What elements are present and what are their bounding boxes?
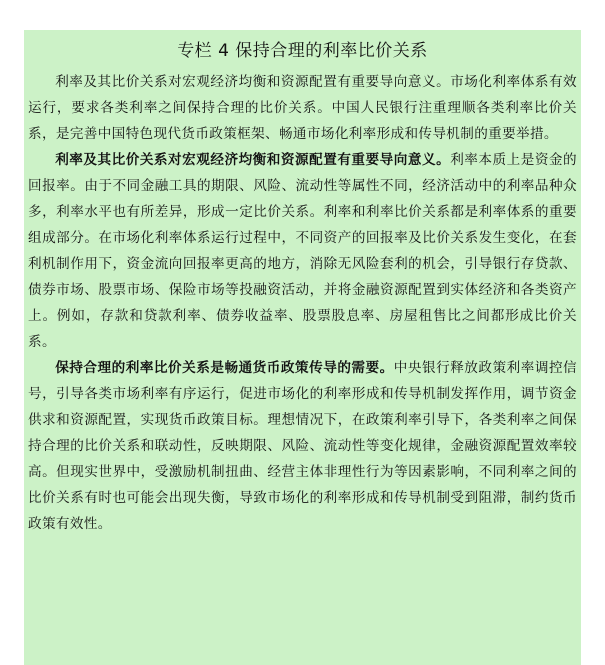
paragraph-intro (28, 69, 577, 147)
paragraph-transmission-text: 中央银行释放政策利率调控信号，引导各类市场利率有序运行，促进市场化的利率形成和传导机制发挥作用，调节资金供求和资源配置，实现货币政策目标。理想情况下，在政策利率引导下，各类利率之间保持合理的比价关系和联动性，反映期限、风险、流动性等变化规律，金融资源配置效率较高。但现实世界中，受激励机制扭曲、经营主体非理性行为等因素影响，不同利率之间的比价关系有时也可能会出现失衡，导致市场化的利率形成和传导机制受到阻滞，制约货币政策有效性。 (28, 360, 577, 532)
paragraph-transmission (28, 355, 577, 537)
column-box (24, 30, 581, 665)
paragraph-intro-text: 利率及其比价关系对宏观经济均衡和资源配置有重要导向意义。市场化利率体系有效运行，要求各类利率之间保持合理的比价关系。中国人民银行注重理顺各类利率比价关系，是完善中国特色现代货币政策框架、畅通市场化利率形成和传导机制的重要举措。 (28, 74, 577, 142)
paragraph-significance (28, 147, 577, 355)
paragraph-transmission-lead: 保持合理的利率比价关系是畅通货币政策传导的需要。 (55, 360, 394, 376)
paragraph-significance-text: 利率本质上是资金的回报率。由于不同金融工具的期限、风险、流动性等属性不同，经济活动中的利率品种众多，利率水平也有所差异，形成一定比价关系。利率和利率比价关系都是利率体系的重要组成部分。在市场化利率体系运行过程中，不同资产的回报率及比价关系发生变化，在套利机制作用下，资金流向回报率更高的地方，消除无风险套利的机会，引导银行存贷款、债券市场、股票市场、保险市场等投融资活动，并将金融资源配置到实体经济和各类资产上。例如，存款和贷款利率、债券收益率、股票股息率、房屋租售比之间都形成比价关系。 (28, 152, 577, 350)
column-title: 专栏 4 保持合理的利率比价关系 (177, 41, 428, 61)
paragraph-significance-lead: 利率及其比价关系对宏观经济均衡和资源配置有重要导向意义。 (55, 152, 451, 168)
